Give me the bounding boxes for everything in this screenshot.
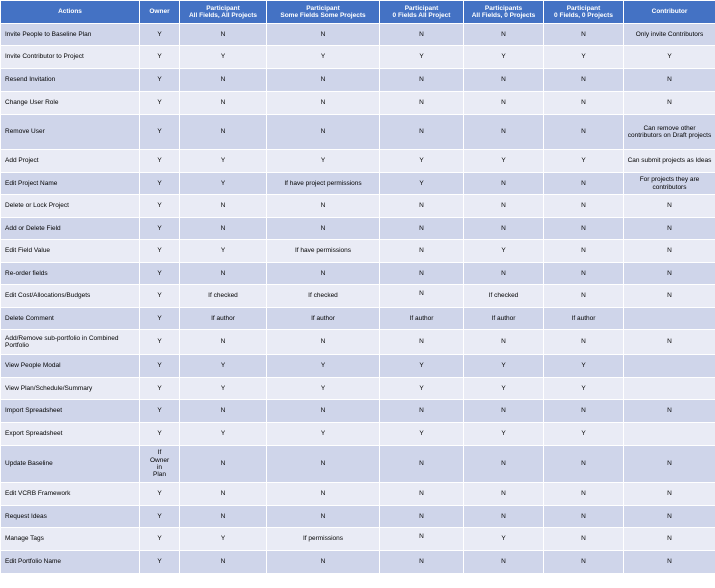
table-row <box>1 446 715 483</box>
permission-cell: N <box>544 400 624 423</box>
action-cell: View Plan/Schedule/Summary <box>1 378 140 400</box>
permission-cell: N <box>180 92 267 115</box>
permission-cell: Y <box>464 150 544 173</box>
permission-cell: Y <box>140 263 180 285</box>
permission-cell: If checked <box>464 285 544 308</box>
action-cell: Import Spreadsheet <box>1 400 140 423</box>
permission-cell: N <box>464 115 544 150</box>
table-row <box>1 218 715 240</box>
permission-cell: Y <box>380 378 464 400</box>
permission-cell: N <box>544 506 624 528</box>
permission-cell: N <box>180 551 267 574</box>
table-row <box>1 46 715 69</box>
permission-cell: N <box>380 506 464 528</box>
permission-cell: N <box>544 173 624 195</box>
action-cell: Export Spreadsheet <box>1 423 140 446</box>
table-row <box>1 330 715 355</box>
action-cell: Update Baseline <box>1 446 140 483</box>
permission-cell: N <box>180 195 267 218</box>
permission-cell: Y <box>140 355 180 378</box>
permission-cell: Y <box>140 92 180 115</box>
permission-cell: N <box>180 263 267 285</box>
action-cell: Add or Delete Field <box>1 218 140 240</box>
header-participant-0-0: Participant 0 Fields, 0 Projects <box>544 1 624 24</box>
permission-cell: N <box>464 446 544 483</box>
permission-cell: Y <box>267 378 380 400</box>
permission-cell: N <box>267 330 380 355</box>
permission-cell: N <box>544 24 624 46</box>
permission-cell: N <box>380 483 464 506</box>
permission-cell: N <box>544 285 624 308</box>
permission-cell: Y <box>464 46 544 69</box>
permission-cell: N <box>267 218 380 240</box>
table-row <box>1 69 715 92</box>
permission-cell: If have project permissions <box>267 173 380 195</box>
permission-cell: N <box>180 218 267 240</box>
permission-cell <box>624 355 715 378</box>
header-row <box>1 1 715 24</box>
permission-cell: If author <box>267 308 380 330</box>
action-cell: Resend Invitation <box>1 69 140 92</box>
permission-cell: N <box>544 330 624 355</box>
table-row <box>1 506 715 528</box>
permission-cell: If checked <box>180 285 267 308</box>
table-row <box>1 400 715 423</box>
permission-cell: Y <box>464 355 544 378</box>
action-cell: Manage Tags <box>1 528 140 551</box>
table-row <box>1 92 715 115</box>
permission-cell: For projects they are contributors <box>624 173 715 195</box>
action-cell: Add Project <box>1 150 140 173</box>
permission-cell: Y <box>140 400 180 423</box>
permission-cell: Y <box>140 115 180 150</box>
action-cell: Remove User <box>1 115 140 150</box>
permission-cell: Y <box>140 528 180 551</box>
permission-cell: N <box>180 400 267 423</box>
permission-cell: Y <box>544 46 624 69</box>
header-participants-all-0: Participants All Fields, 0 Projects <box>464 1 544 24</box>
permission-cell: Y <box>180 173 267 195</box>
permission-cell: N <box>380 551 464 574</box>
permission-cell: If checked <box>267 285 380 308</box>
permission-cell: N <box>180 69 267 92</box>
permission-cell: N <box>544 92 624 115</box>
permission-cell: Y <box>140 308 180 330</box>
permission-cell: N <box>624 483 715 506</box>
table-row <box>1 150 715 173</box>
permission-cell: N <box>464 195 544 218</box>
permission-cell: N <box>464 551 544 574</box>
action-cell: Edit Portfolio Name <box>1 551 140 574</box>
permission-cell: N <box>180 115 267 150</box>
permission-cell: Y <box>140 218 180 240</box>
permission-cell: Y <box>180 423 267 446</box>
permission-cell: Y <box>544 150 624 173</box>
permission-cell: N <box>624 506 715 528</box>
permission-cell: N <box>464 69 544 92</box>
permission-cell: N <box>380 69 464 92</box>
permission-cell: Y <box>140 24 180 46</box>
permission-cell: N <box>380 24 464 46</box>
action-cell: Edit VCRB Framework <box>1 483 140 506</box>
permission-cell: Y <box>380 46 464 69</box>
table-row <box>1 173 715 195</box>
permission-cell: N <box>380 263 464 285</box>
permission-cell: Y <box>464 378 544 400</box>
permission-cell: N <box>464 263 544 285</box>
permission-cell: Y <box>380 423 464 446</box>
action-cell: Invite People to Baseline Plan <box>1 24 140 46</box>
permission-cell: Y <box>140 285 180 308</box>
header-participant-all-all: Participant All Fields, All Projects <box>180 1 267 24</box>
permission-cell: Y <box>140 240 180 263</box>
permission-cell: N <box>267 446 380 483</box>
permission-cell: N <box>544 240 624 263</box>
permission-cell: N <box>544 69 624 92</box>
permission-cell: N <box>464 330 544 355</box>
permission-cell: N <box>464 218 544 240</box>
permission-cell: N <box>267 195 380 218</box>
permission-cell: N <box>544 551 624 574</box>
permission-cell: Only invite Contributors <box>624 24 715 46</box>
permission-cell: N <box>380 195 464 218</box>
permission-cell: N <box>380 92 464 115</box>
permission-cell: N <box>624 551 715 574</box>
permission-cell: Y <box>380 150 464 173</box>
permission-cell: N <box>624 195 715 218</box>
permission-cell: Y <box>140 378 180 400</box>
permission-cell: N <box>267 551 380 574</box>
table-row <box>1 423 715 446</box>
permission-cell: Y <box>544 378 624 400</box>
action-cell: Edit Field Value <box>1 240 140 263</box>
permission-cell: N <box>267 400 380 423</box>
permission-cell: N <box>180 483 267 506</box>
permission-cell: N <box>267 115 380 150</box>
permission-cell: N <box>380 285 464 308</box>
permission-cell: N <box>544 483 624 506</box>
permission-cell: N <box>380 446 464 483</box>
permission-cell: N <box>544 115 624 150</box>
permission-cell: Y <box>267 46 380 69</box>
permission-cell: If author <box>180 308 267 330</box>
permission-cell: N <box>624 92 715 115</box>
permission-cell: If permissions <box>267 528 380 551</box>
permission-cell: If have permissions <box>267 240 380 263</box>
table-row <box>1 378 715 400</box>
permission-cell: Y <box>267 423 380 446</box>
permission-cell: Y <box>140 423 180 446</box>
permission-cell: Y <box>180 150 267 173</box>
permission-cell: N <box>380 330 464 355</box>
table-row <box>1 285 715 308</box>
table-row <box>1 115 715 150</box>
table-row <box>1 551 715 574</box>
table-row <box>1 24 715 46</box>
permission-cell: N <box>624 69 715 92</box>
permission-cell: N <box>180 330 267 355</box>
permission-cell: N <box>544 446 624 483</box>
permission-cell: Y <box>544 355 624 378</box>
permission-cell: N <box>267 263 380 285</box>
header-contributor: Contributor <box>624 1 715 24</box>
header-owner: Owner <box>140 1 180 24</box>
permission-cell <box>624 423 715 446</box>
permission-cell: Y <box>180 240 267 263</box>
table-row <box>1 240 715 263</box>
permission-cell: N <box>544 218 624 240</box>
permission-cell: Y <box>267 150 380 173</box>
permission-cell: N <box>544 528 624 551</box>
permission-cell: N <box>464 400 544 423</box>
action-cell: Delete or Lock Project <box>1 195 140 218</box>
permission-cell: Y <box>140 195 180 218</box>
permission-cell: If author <box>544 308 624 330</box>
permission-cell: N <box>624 400 715 423</box>
permission-cell: N <box>464 506 544 528</box>
permission-cell: Y <box>267 355 380 378</box>
permission-cell: If author <box>380 308 464 330</box>
permission-cell: N <box>624 240 715 263</box>
permission-cell: N <box>544 263 624 285</box>
permission-cell: N <box>624 218 715 240</box>
permission-cell: Y <box>180 378 267 400</box>
action-cell: Edit Project Name <box>1 173 140 195</box>
permission-cell: N <box>624 528 715 551</box>
table-row <box>1 355 715 378</box>
table-row <box>1 528 715 551</box>
permission-cell: Y <box>140 551 180 574</box>
permission-cell: N <box>380 400 464 423</box>
permission-cell: Y <box>180 528 267 551</box>
permission-cell: Y <box>140 506 180 528</box>
permission-cell: N <box>464 483 544 506</box>
permission-cell: N <box>624 263 715 285</box>
permission-cell: N <box>267 24 380 46</box>
permission-cell: Y <box>140 330 180 355</box>
action-cell: Add/Remove sub-portfolio in Combined Portfolio <box>1 330 140 355</box>
header-participant-some-some: Participant Some Fields Some Projects <box>267 1 380 24</box>
action-cell: Re-order fields <box>1 263 140 285</box>
permission-cell: Can remove other contributors on Draft projects <box>624 115 715 150</box>
table-body <box>1 24 715 574</box>
permission-cell: N <box>380 240 464 263</box>
action-cell: Delete Comment <box>1 308 140 330</box>
permission-cell: N <box>180 506 267 528</box>
permission-cell: N <box>464 92 544 115</box>
permission-cell <box>624 308 715 330</box>
permission-cell: N <box>380 528 464 551</box>
table-row <box>1 263 715 285</box>
permission-cell: Y <box>140 46 180 69</box>
permission-cell: Can submit projects as Ideas <box>624 150 715 173</box>
permission-cell <box>624 378 715 400</box>
table-row <box>1 483 715 506</box>
action-cell: View People Modal <box>1 355 140 378</box>
permission-cell: Y <box>140 69 180 92</box>
permission-cell: N <box>464 24 544 46</box>
header-actions: Actions <box>1 1 140 24</box>
permission-cell: N <box>464 173 544 195</box>
permission-cell: N <box>380 115 464 150</box>
permission-cell: N <box>267 506 380 528</box>
permission-cell: If Owner in Plan <box>140 446 180 483</box>
permission-cell: N <box>267 92 380 115</box>
permission-cell: Y <box>464 423 544 446</box>
action-cell: Edit Cost/Allocations/Budgets <box>1 285 140 308</box>
permission-cell: N <box>267 69 380 92</box>
permission-cell: N <box>180 24 267 46</box>
permission-cell: N <box>544 195 624 218</box>
permission-cell: N <box>267 483 380 506</box>
action-cell: Invite Contributor to Project <box>1 46 140 69</box>
table-row <box>1 308 715 330</box>
header-participant-0-all: Participant 0 Fields All Project <box>380 1 464 24</box>
action-cell: Change User Role <box>1 92 140 115</box>
permission-cell: Y <box>140 173 180 195</box>
permission-cell: If author <box>464 308 544 330</box>
permission-cell: Y <box>380 355 464 378</box>
permission-cell: Y <box>464 528 544 551</box>
permission-cell: Y <box>140 150 180 173</box>
permission-cell: Y <box>140 483 180 506</box>
table-row <box>1 195 715 218</box>
permission-cell: N <box>624 330 715 355</box>
permission-cell: Y <box>464 240 544 263</box>
permission-cell: Y <box>180 355 267 378</box>
permission-cell: N <box>624 446 715 483</box>
permission-cell: Y <box>180 46 267 69</box>
action-cell: Request Ideas <box>1 506 140 528</box>
permission-cell: N <box>180 446 267 483</box>
permission-cell: N <box>624 285 715 308</box>
permission-cell: Y <box>380 173 464 195</box>
permission-cell: N <box>380 218 464 240</box>
permission-cell: Y <box>624 46 715 69</box>
permission-cell: Y <box>544 423 624 446</box>
